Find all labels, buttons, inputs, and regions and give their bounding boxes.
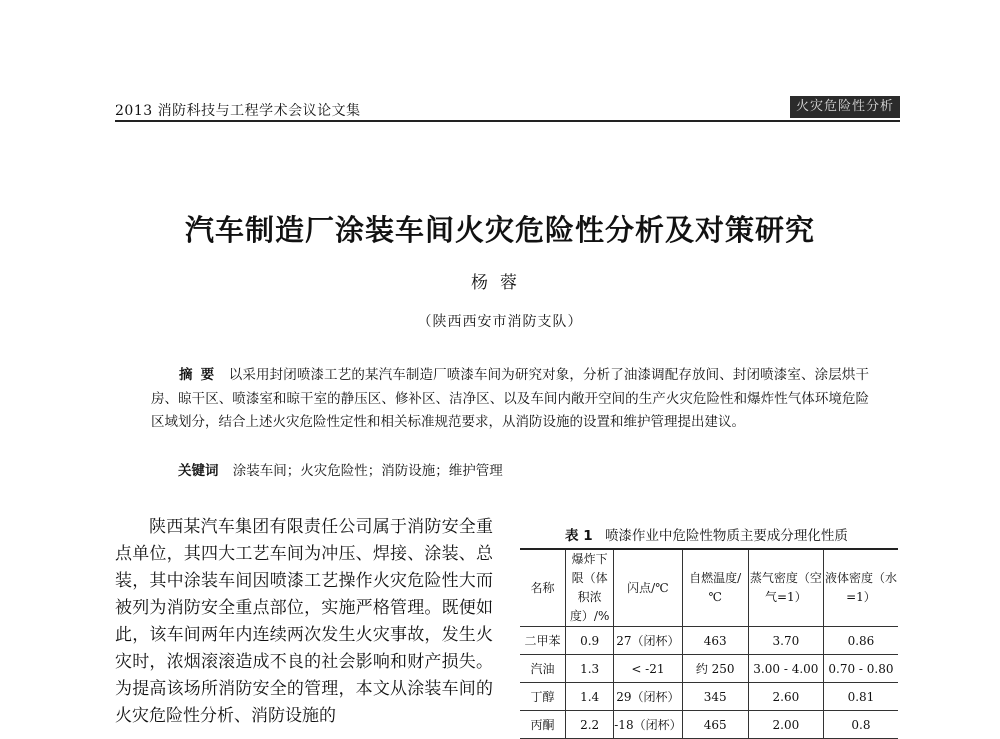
cell-name: 丁醇 bbox=[520, 683, 566, 711]
cell-autoignition: 约 250 bbox=[682, 655, 748, 683]
header-rule bbox=[115, 120, 900, 122]
abstract-text: 以采用封闭喷漆工艺的某汽车制造厂喷漆车间为研究对象，分析了油漆调配存放间、封闭喷漆室、涂层烘干房、晾干区、喷漆室和晾干室的静压区、修补区、洁净区、以及车间内敞开空间的生产火灾危险性和爆炸性气体环境危险区域划分，结合上述火灾危险性定性和相关标准规范要求，从消防设施的设置和维护管理提出建议。 bbox=[151, 367, 870, 430]
cell-flash-point: -18（闭杯） bbox=[614, 711, 682, 739]
table-caption bbox=[515, 524, 898, 544]
cell-vapor-density: 2.00 bbox=[748, 711, 823, 739]
cell-name: 丙酮 bbox=[520, 711, 566, 739]
header-flash-point: 闪点/℃ bbox=[614, 549, 682, 627]
table-row bbox=[520, 655, 898, 683]
proceedings-title: 2013 消防科技与工程学术会议论文集 bbox=[115, 103, 361, 119]
cell-flash-point: < -21 bbox=[614, 655, 682, 683]
cell-autoignition: 463 bbox=[682, 627, 748, 655]
table-number: 表 1 bbox=[565, 528, 593, 544]
body-paragraph: 陕西某汽车集团有限责任公司属于消防安全重点单位，其四大工艺车间为冲压、焊接、涂装、总装，其中涂装车间因喷漆工艺操作火灾危险性大而被列为消防安全重点部位，实施严格管理。既便如此，该车间两年内连续两次发生火灾事故，发生火灾时，浓烟滚滚造成不良的社会影响和财产损失。为提高该场所消防安全的管理，本文从涂装车间的火灾危险性分析、消防设施的 bbox=[115, 517, 493, 726]
cell-liquid-density: 0.81 bbox=[823, 683, 898, 711]
affiliation: （陕西西安市消防支队） bbox=[417, 314, 583, 330]
cell-vapor-density: 3.70 bbox=[748, 627, 823, 655]
cell-vapor-density: 2.60 bbox=[748, 683, 823, 711]
cell-liquid-density: 0.86 bbox=[823, 627, 898, 655]
header-autoignition: 自燃温度/℃ bbox=[682, 549, 748, 627]
keywords-label: 关键词 bbox=[178, 463, 219, 479]
properties-table bbox=[520, 548, 898, 739]
cell-autoignition: 465 bbox=[682, 711, 748, 739]
header-name: 名称 bbox=[520, 549, 566, 627]
cell-name: 汽油 bbox=[520, 655, 566, 683]
cell-flash-point: 27（闭杯） bbox=[614, 627, 682, 655]
author: 杨蓉 bbox=[471, 273, 529, 293]
abstract-label: 摘要 bbox=[179, 367, 223, 383]
running-header bbox=[115, 96, 900, 122]
table-row bbox=[520, 711, 898, 739]
header-liquid-density: 液体密度（水=1） bbox=[823, 549, 898, 627]
paper-title: 汽车制造厂涂装车间火灾危险性分析及对策研究 bbox=[184, 213, 815, 247]
table-caption-text: 喷漆作业中危险性物质主要成分理化性质 bbox=[604, 528, 848, 544]
cell-explosion-limit: 1.4 bbox=[566, 683, 614, 711]
keywords bbox=[178, 459, 503, 479]
cell-explosion-limit: 0.9 bbox=[566, 627, 614, 655]
table-row bbox=[520, 683, 898, 711]
cell-liquid-density: 0.8 bbox=[823, 711, 898, 739]
header-vapor-density: 蒸气密度（空气=1） bbox=[748, 549, 823, 627]
cell-explosion-limit: 1.3 bbox=[566, 655, 614, 683]
section-badge: 火灾危险性分析 bbox=[790, 96, 900, 118]
cell-autoignition: 345 bbox=[682, 683, 748, 711]
cell-vapor-density: 3.00 - 4.00 bbox=[748, 655, 823, 683]
cell-flash-point: 29（闭杯） bbox=[614, 683, 682, 711]
cell-name: 二甲苯 bbox=[520, 627, 566, 655]
header-explosion-limit: 爆炸下限（体积浓度）/% bbox=[566, 549, 614, 627]
table-header-row bbox=[520, 549, 898, 627]
cell-explosion-limit: 2.2 bbox=[566, 711, 614, 739]
table-row bbox=[520, 627, 898, 655]
cell-liquid-density: 0.70 - 0.80 bbox=[823, 655, 898, 683]
abstract bbox=[151, 364, 869, 435]
keywords-text: 涂装车间；火灾危险性；消防设施；维护管理 bbox=[232, 463, 503, 479]
